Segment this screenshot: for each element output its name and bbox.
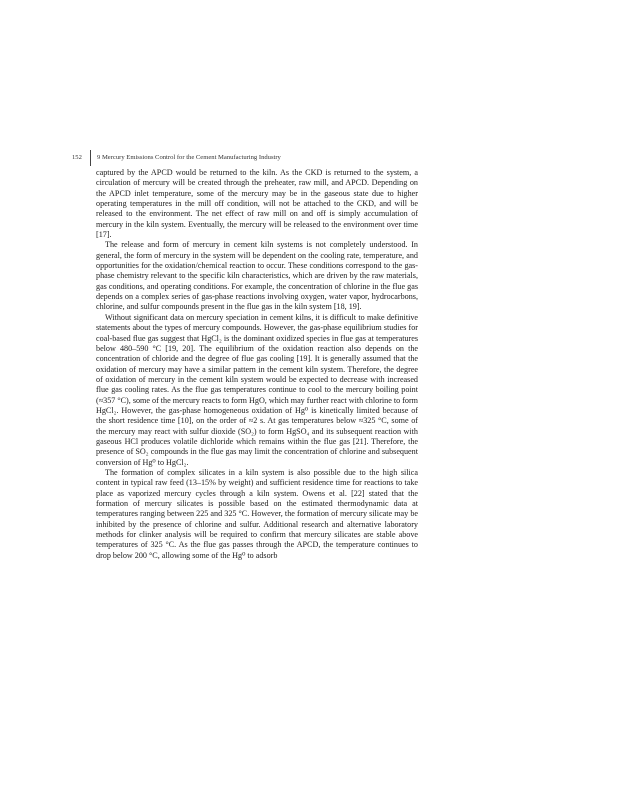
page-number: 152: [72, 154, 82, 161]
paragraph: Without significant data on mercury speciation in cement kilns, it is difficult to make definitive statements about the types of mercury compounds. However, the gas-phase equilibrium studies for coal-based flue gas suggest that HgCl₂ is the dominant oxidized species in flue gas at temperatures below 480–590 °C [19, 20]. The equilibrium of the oxidation reaction also depends on the concentration of chloride and the degree of flue gas cooling [19]. It is generally assumed that the oxidation of mercury may have a similar pattern in the cement kiln system. Therefore, the degree of oxidation of mercury in the cement kiln system would be expected to decrease with increased flue gas cooling rates. As the flue gas temperatures continue to cool to the mercury boiling point (≈357 °C), some of the mercury reacts to form HgO, which may further react with chlorine to form HgCl₂. However, the gas-phase homogeneous oxidation of Hg⁰ is kinetically limited because of the short residence time [10], on the order of ≈2 s. At gas temperatures below ≈325 °C, some of the mercury may react with sulfur dioxide (SO₂) to form HgSO₄ and its subsequent reaction with gaseous HCl produces volatile dichloride which remains within the flue gas [21]. Therefore, the presence of SO₂ compounds in the flue gas may limit the concentration of chlorine and subsequent conversion of Hg⁰ to HgCl₂.: [96, 312, 419, 467]
paragraph: The formation of complex silicates in a kiln system is also possible due to the high silica content in typical raw feed (13–15% by weight) and sufficient residence time for reactions to take place as vaporized mercury cycles through a kiln system. Owens et al. [22] stated that the formation of mercury silicates is possible based on the estimated thermodynamic data at temperatures ranging between 225 and 325 °C. However, the formation of mercury silicate may be inhibited by the presence of chlorine and sulfur. Additional research and alternative laboratory methods for clinker analysis will be required to confirm that mercury silicates are stable above temperatures of 325 °C. As the flue gas passes through the APCD, the temperature continues to drop below 200 °C, allowing some of the Hg⁰ to adsorb: [96, 467, 418, 560]
paragraph: captured by the APCD would be returned to the kiln. As the CKD is returned to the system, a circulation of mercury will be created through the preheater, raw mill, and APCD. Depending on the APCD inlet temperature, some of the mercury may be in the gaseous state due to higher operating temperatures in the mill off condition, will not be attached to the CKD, and will be released to the environment. The net effect of raw mill on and off is simply accumulation of mercury in the kiln system. Eventually, the mercury will be released to the environment over time [17].: [96, 168, 418, 240]
body-text: [96, 168, 418, 561]
running-title: 9 Mercury Emissions Control for the Cement Manufacturing Industry: [97, 154, 281, 161]
running-header: [60, 150, 500, 166]
paragraph: The release and form of mercury in cement kiln systems is not completely understood. In general, the form of mercury in the system will be dependent on the cooling rate, temperature, and opportunities for the oxidation/chemical reaction to occur. These conditions correspond to the gas-phase chemistry relevant to the specific kiln characteristics, which are driven by the raw materials, gas conditions, and operating conditions. For example, the concentration of chlorine in the flue gas depends on a complex series of gas-phase reactions involving oxygen, water vapor, hydrocarbons, chlorine, and sulfur compounds present in the flue gas in the kiln system [18, 19].: [96, 240, 418, 312]
header-divider: [90, 150, 91, 166]
